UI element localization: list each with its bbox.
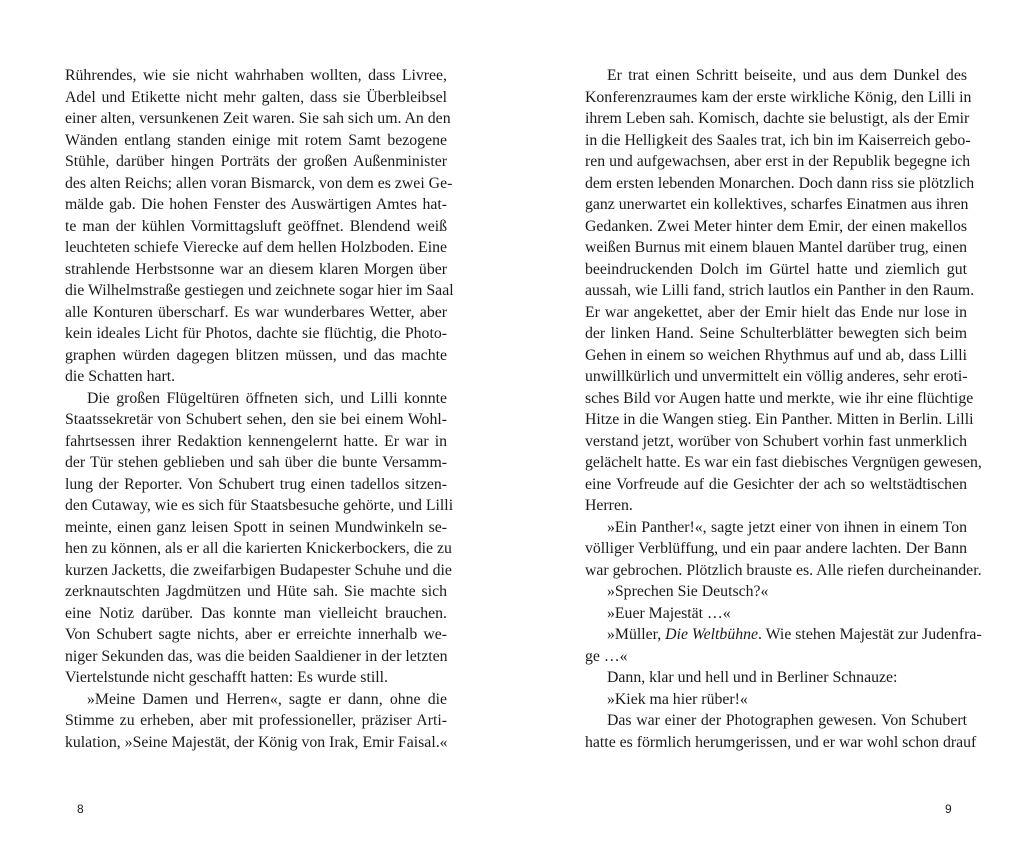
text-line: hen zu können, als er all die karierten Knickerbockers, die zu bbox=[65, 540, 452, 557]
text-line: Stühle, darüber hingen Porträts der großen Außenminister bbox=[65, 153, 447, 170]
text-line: einer alten, versunkenen Zeit waren. Sie sah sich um. An den bbox=[65, 110, 451, 127]
text-line: Hitze in die Wangen stieg. Ein Panther. Mitten in Berlin. Lilli bbox=[585, 411, 974, 428]
text-line: beeindruckenden Dolch im Gürtel hatte und ziemlich gut bbox=[585, 260, 967, 278]
text-line: Viertelstunde nicht geschafft hatten: Es wurde still. bbox=[65, 669, 388, 686]
text-line: völliger Verblüffung, und ein paar andere lachten. Der Bann bbox=[585, 540, 967, 557]
text-line: aussah, wie Lilli fand, strich lautlos ein Panther in den Raum. bbox=[585, 282, 975, 299]
text-line: lung der Reporter. Von Schubert trug einen tadellos sitzen- bbox=[65, 475, 447, 493]
text-line: meinte, einen ganz leisen Spott in seinen Mundwinkeln se- bbox=[65, 518, 447, 536]
text-line: strahlende Herbstsonne war an diesem klaren Morgen über bbox=[65, 260, 447, 278]
text-line: verstand jetzt, worüber von Schubert vorhin fast unmerklich bbox=[585, 432, 967, 450]
text-line: ihrem Leben sah. Komisch, dachte sie belustigt, als der Emir bbox=[585, 110, 970, 127]
page-number-right: 9 bbox=[945, 802, 952, 816]
text-line: des alten Reichs; allen voran Bismarck, von dem es zwei Ge- bbox=[65, 174, 453, 192]
text-line: Wänden entlang standen einige mit rotem Samt bezogene bbox=[65, 131, 447, 149]
text-line: die Wilhelmstraße gestiegen und zeichnete sogar hier im Saal bbox=[65, 282, 454, 299]
text-line: ganz unerwartet ein kollektives, scharfes Einatmen aus ihren bbox=[585, 196, 969, 213]
text-line: Rührendes, wie sie nicht wahrhaben wollten, dass Livree, bbox=[65, 67, 447, 84]
left-page bbox=[65, 65, 454, 785]
text-line: Die großen Flügeltüren öffneten sich, und Lilli konnte bbox=[87, 389, 447, 407]
text-line: Das war einer der Photographen gewesen. Von Schubert bbox=[607, 712, 967, 729]
text-line: Konferenzraumes kam der erste wirkliche König, den Lilli in bbox=[585, 88, 972, 106]
text-line: in die Helligkeit des Saales trat, ich bin im Kaiserreich gebo- bbox=[585, 131, 971, 149]
text-line: »Ein Panther!«, sagte jetzt einer von ihnen in einem Ton bbox=[607, 518, 967, 536]
right-page bbox=[585, 65, 982, 785]
text-line: alle Konturen überscharf. Es war wunderbares Wetter, aber bbox=[65, 303, 447, 321]
text-line: Adel und Etikette nicht mehr galten, dass sie Überbleibsel bbox=[65, 88, 447, 106]
text-line: »Sprechen Sie Deutsch?« bbox=[607, 583, 769, 600]
text-line: leuchteten schiefe Vierecke auf dem hellen Holzboden. Eine bbox=[65, 239, 447, 256]
text-line: der Tür stehen geblieben und sah über die bunte Versamm- bbox=[65, 454, 447, 471]
text-line: Gehen in einem so weichen Rhythmus auf und ab, dass Lilli bbox=[585, 346, 967, 364]
text-line: Von Schubert sagte nichts, aber er erreichte innerhalb we- bbox=[65, 626, 447, 643]
text-line: kein ideales Licht für Photos, dachte sie flüchtig, die Photo- bbox=[65, 325, 447, 342]
text-line: hatte es förmlich herumgerissen, und er war wohl schon drauf bbox=[585, 733, 977, 751]
text-line: ren und aufgewachsen, aber erst in der Republik begegne ich bbox=[585, 153, 971, 170]
text-line: Gedanken. Zwei Meter hinter dem Emir, der einen makellos bbox=[585, 217, 967, 235]
text-line: »Kiek ma hier rüber!« bbox=[607, 690, 748, 708]
text-line: weißen Burnus mit einem blauen Mantel darüber trug, einen bbox=[585, 239, 967, 256]
text-line: kurzen Jacketts, die zweifarbigen Budapester Schuhe und die bbox=[65, 561, 452, 579]
text-line: fahrtsessen ihrer Redaktion kennengelernt hatte. Er war in bbox=[65, 432, 447, 450]
text-line: den Cutaway, wie es sich für Staatsbesuche gehörte, und Lilli bbox=[65, 497, 454, 514]
text-line: niger Sekunden das, was die beiden Saaldiener in der letzten bbox=[65, 647, 448, 665]
page-number-left: 8 bbox=[77, 802, 84, 816]
text-line: der linken Hand. Seine Schulterblätter bewegten sich beim bbox=[585, 325, 967, 342]
text-line: Er war angekettet, aber der Emir hielt das Ende nur lose in bbox=[585, 303, 967, 321]
text-line: eine Vorfreude auf die Gesichter der ach so weltstädtischen bbox=[585, 475, 967, 493]
text-line: mälde gab. Die hohen Fenster des Auswärtigen Amtes hat- bbox=[65, 196, 447, 213]
text-run: »Müller, bbox=[607, 626, 666, 643]
text-line: dem ersten lebenden Monarchen. Doch dann riss sie plötzlich bbox=[585, 174, 975, 192]
text-run: . Wie stehen Majestät zur Judenfra- bbox=[758, 626, 982, 643]
text-line: Staatssekretär von Schubert sehen, den sie bei einem Wohl- bbox=[65, 411, 447, 428]
text-line: »Meine Damen und Herren«, sagte er dann, ohne die bbox=[87, 690, 447, 708]
text-line: Herren. bbox=[585, 497, 633, 514]
text-line: te man der kühlen Vormittagsluft geöffnet. Blendend weiß bbox=[65, 217, 447, 235]
text-line: graphen würden dagegen blitzen müssen, und das machte bbox=[65, 346, 447, 364]
text-line: war gebrochen. Plötzlich brauste es. Alle riefen durcheinander. bbox=[585, 561, 982, 579]
text-line: Dann, klar und hell und in Berliner Schnauze: bbox=[607, 669, 898, 686]
text-line: Stimme zu erheben, aber mit professioneller, präziser Arti- bbox=[65, 712, 447, 729]
text-line: eine Notiz darüber. Das konnte man vielleicht brauchen. bbox=[65, 604, 447, 622]
text-line: die Schatten hart. bbox=[65, 368, 176, 385]
text-line: »Euer Majestät …« bbox=[607, 604, 731, 622]
text-line: zerknautschten Jagdmützen und Hüte sah. Sie machte sich bbox=[65, 583, 447, 600]
text-line: sches Bild vor Augen hatte und merkte, wie ihr eine flüchtige bbox=[585, 389, 974, 407]
italic-title: Die Weltbühne bbox=[665, 626, 759, 643]
text-line: gelächelt hatte. Es war ein fast diebisches Vergnügen gewesen, bbox=[585, 454, 982, 471]
text-line: Er trat einen Schritt beiseite, und aus dem Dunkel des bbox=[607, 67, 967, 84]
text-line bbox=[585, 624, 982, 646]
text-line: unwillkürlich und unvermittelt ein völlig anderes, sehr eroti- bbox=[585, 368, 968, 385]
text-line: kulation, »Seine Majestät, der König von Irak, Emir Faisal.« bbox=[65, 733, 448, 751]
text-line: ge …« bbox=[585, 647, 628, 665]
